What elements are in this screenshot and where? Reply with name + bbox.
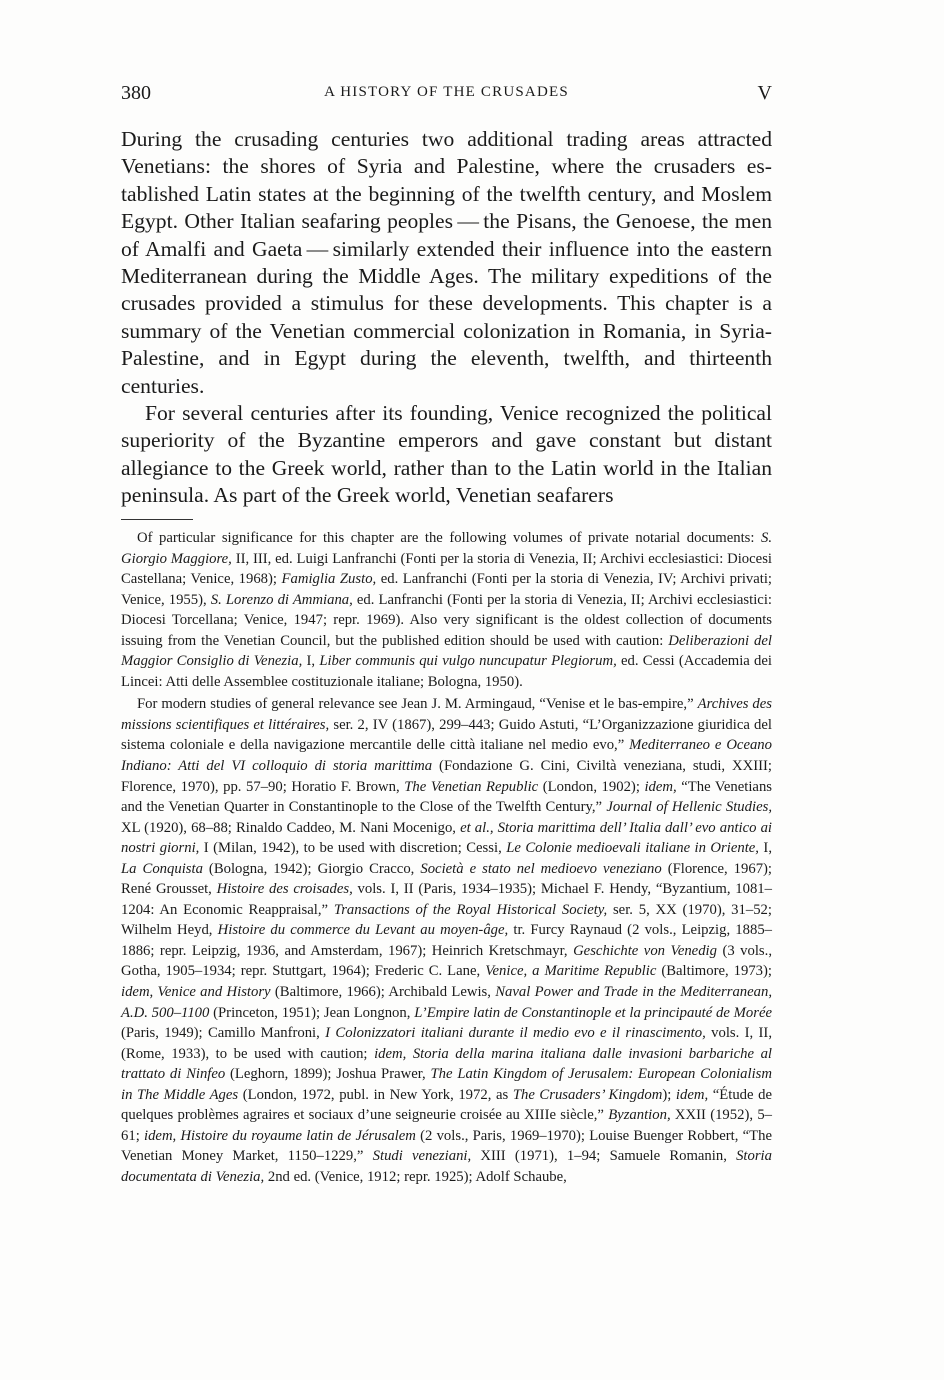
- footnote-text: (London, 1972, publ. in New York, 1972, as: [238, 1086, 513, 1103]
- footnote-text: XXII (1952), 5–61;: [121, 1107, 773, 1144]
- citation-title: Studi veneziani,: [372, 1148, 472, 1165]
- body-paragraph: During the crusading centuries two additional trading areas attracted Venetians: the shores of Syria and Palestine, where the crusaders established Latin states at the beginning of the twelfth century, and Moslem Egypt. Other Italian seafaring peoples — the Pisans, the Genoese, the men of Amalfi and Gaeta — similarly extended their influence into the eastern Mediterranean during the Middle Ages. The military expeditions of the crusades provided a stimulus for these developments. This chapter is a summary of the Venetian commercial colonization in Romania, in Syria-Palestine, and in Egypt during the eleventh, twelfth, and thirteenth centuries.: [121, 127, 772, 398]
- footnote-text: ed. Lanfranchi (Fonti per la storia di Venezia, IV; Archivi privati; Venice, 1955),: [121, 571, 773, 608]
- citation-title: idem,: [675, 1086, 709, 1103]
- footnote-text: (Leghorn, 1899); Joshua Prawer,: [225, 1066, 431, 1083]
- citation-title: The Venetian Republic: [404, 778, 539, 795]
- footnote-text: II, III, ed. Luigi Lanfranchi (Fonti per la storia di Venezia, II; Archivi ecclesiastici: Diocesi Castellana; Venice, 1968);: [121, 550, 772, 588]
- footnote-text: I,: [758, 840, 772, 857]
- citation-title: idem, Histoire du royaume latin de Jérusalem: [144, 1127, 416, 1144]
- footnote-text: ser. 5, XX (1970), 31–52; Wilhelm Heyd,: [121, 901, 772, 939]
- citation-title: Venice, a Maritime Republic: [485, 963, 657, 980]
- body-paragraph: For several centuries after its founding, Venice recognized the political superiority of the Byzantine emperors and gave constant but distant allegiance to the Greek world, rather than to the Latin world in the Italian peninsula. As part of the Greek world, Venetian seafarers: [121, 401, 772, 508]
- citation-title: Archives des missions scientifiques et littéraires,: [121, 696, 772, 733]
- citation-title: Storia documentata di Venezia,: [121, 1148, 772, 1185]
- main-text: [121, 126, 772, 510]
- footnote-text: Of particular significance for this chapter are the following volumes of private notarial documents:: [137, 530, 761, 546]
- volume-number: V: [757, 82, 772, 104]
- citation-title: Byzantion,: [608, 1107, 671, 1124]
- footnote-text: ed. Lanfranchi (Fonti per la storia di Venezia, II; Archivi ecclesiastici: Diocesi Torcellana; Venice, 1947; repr. 1969). Also very significant is the oldest collection of documents issuing from the Venetian Council, but the published edition should be used with caution:: [121, 591, 772, 649]
- footnote-text: (London, 1902);: [538, 778, 645, 795]
- citation-title: idem, Storia della marina italiana dalle invasioni barbariche al trattato di Ninfeo: [121, 1045, 772, 1083]
- footnote-text: “Étude de quelques problèmes agraires et sociaux d’une seigneurie croisée au XIIIe siècle,”: [121, 1086, 772, 1124]
- citation-title: idem, Venice and History: [121, 984, 271, 1001]
- citation-title: Histoire du commerce du Levant au moyen-âge,: [217, 922, 509, 939]
- footnote-text: (Florence, 1967); René Grousset,: [121, 860, 773, 898]
- footnote-text: I (Milan, 1942), to be used with discretion; Cessi,: [199, 840, 507, 857]
- page-number: 380: [121, 82, 151, 104]
- footnote-text: (Baltimore, 1973);: [656, 963, 772, 980]
- citation-title: Deliberazioni del Maggior Consiglio di Venezia,: [121, 632, 773, 670]
- citation-title: Transactions of the Royal Historical Society,: [333, 901, 608, 918]
- citation-title: S. Giorgio Maggiore,: [121, 530, 772, 567]
- citation-title: La Conquista: [121, 860, 203, 877]
- citation-title: Le Colonie medioevali italiane in Oriente,: [506, 840, 759, 857]
- footnote-text: XIII (1971), 1–94; Samuele Romanin,: [471, 1148, 737, 1165]
- running-header: [121, 82, 772, 110]
- citation-title: Società e stato nel medioevo veneziano: [420, 860, 662, 877]
- citation-title: The Crusaders’ Kingdom: [512, 1086, 663, 1103]
- footnote-text: 2nd ed. (Venice, 1912; repr. 1925); Adolf Schaube,: [264, 1168, 567, 1185]
- footnote-text: “The Venetians and the Venetian Quarter in Constantinople to the Close of the Twelfth Century,”: [121, 778, 773, 816]
- citation-title: I Colonizzatori italiani durante il medio evo e il rinascimento,: [325, 1025, 706, 1042]
- footnote-text: XL (1920), 68–88; Rinaldo Caddeo, M. Nani Mocenigo,: [121, 819, 461, 836]
- citation-title: idem,: [644, 778, 677, 795]
- citation-title: The Latin Kingdom of Jerusalem: European Colonialism in The Middle Ages: [121, 1066, 772, 1103]
- footnote-text: );: [662, 1086, 676, 1103]
- footnote-divider: [121, 519, 193, 520]
- footnote-text: (Baltimore, 1966); Archibald Lewis,: [270, 984, 496, 1001]
- footnote-text: (Paris, 1949); Camillo Manfroni,: [121, 1025, 326, 1042]
- citation-title: Naval Power and Trade in the Mediterranean, A.D. 500–1100: [121, 984, 773, 1021]
- footnote-paragraph: [121, 528, 772, 692]
- citation-title: L’Empire latin de Constantinople et la principauté de Morée: [414, 1004, 772, 1021]
- footnote-text: (2 vols., Paris, 1969–1970); Louise Buenger Robbert, “The Venetian Money Market, 1150–1229,”: [121, 1127, 772, 1165]
- citation-title: Journal of Hellenic Studies,: [606, 799, 772, 816]
- footnote-text: vols. I, II (Paris, 1934–1935); Michael F. Hendy, “Byzantium, 1081–1204: An Economic Reappraisal,”: [121, 881, 772, 918]
- citation-title: et al., Storia marittima dell’ Italia dall’ evo antico ai nostri giorni,: [121, 819, 772, 857]
- citation-title: Famiglia Zusto,: [281, 571, 377, 588]
- citation-title: Mediterraneo e Oceano Indiano: Atti del VI colloquio di storia marittima: [121, 737, 772, 775]
- footnote-text: I,: [302, 653, 320, 670]
- running-title: A HISTORY OF THE CRUSADES: [324, 84, 569, 100]
- footnote-text: tr. Furcy Raynaud (2 vols., Leipzig, 1885–1886; repr. Leipzig, 1936, and Amsterdam, 1967); Heinrich Kretschmayr,: [121, 922, 773, 959]
- citation-title: Geschichte von Venedig: [573, 942, 717, 959]
- footnote-text: (3 vols., Gotha, 1905–1934; repr. Stuttgart, 1964); Frederic C. Lane,: [121, 942, 772, 980]
- footnote-text: ed. Cessi (Accademia dei Lincei: Atti delle Assemblee costituzionale italiane; Bologna, 1950).: [121, 653, 772, 690]
- footnote-paragraph: [121, 694, 772, 1187]
- citation-title: Liber communis qui vulgo nuncupatur Plegiorum,: [319, 653, 617, 670]
- footnote-text: (Bologna, 1942); Giorgio Cracco,: [202, 860, 421, 877]
- footnote-text: vols. I, II, (Rome, 1933), to be used with caution;: [121, 1025, 772, 1062]
- footnote-text: (Princeton, 1951); Jean Longnon,: [209, 1004, 415, 1021]
- footnote-text: For modern studies of general relevance see Jean J. M. Armingaud, “Venise et le bas-empire,”: [137, 696, 698, 713]
- footnote-text: (Fondazione G. Cini, Civiltà veneziana, studi, XXIII; Florence, 1970), pp. 57–90; Horatio F. Brown,: [121, 758, 772, 795]
- citation-title: S. Lorenzo di Ammiana,: [210, 591, 353, 608]
- citation-title: Histoire des croisades,: [216, 881, 353, 898]
- footnotes: [121, 528, 772, 1188]
- footnote-text: ser. 2, IV (1867), 299–443; Guido Astuti, “L’Organizzazione giuridica del sistema coloniale e della navigazione mercantile delle città italiane nel medio evo,”: [121, 716, 772, 754]
